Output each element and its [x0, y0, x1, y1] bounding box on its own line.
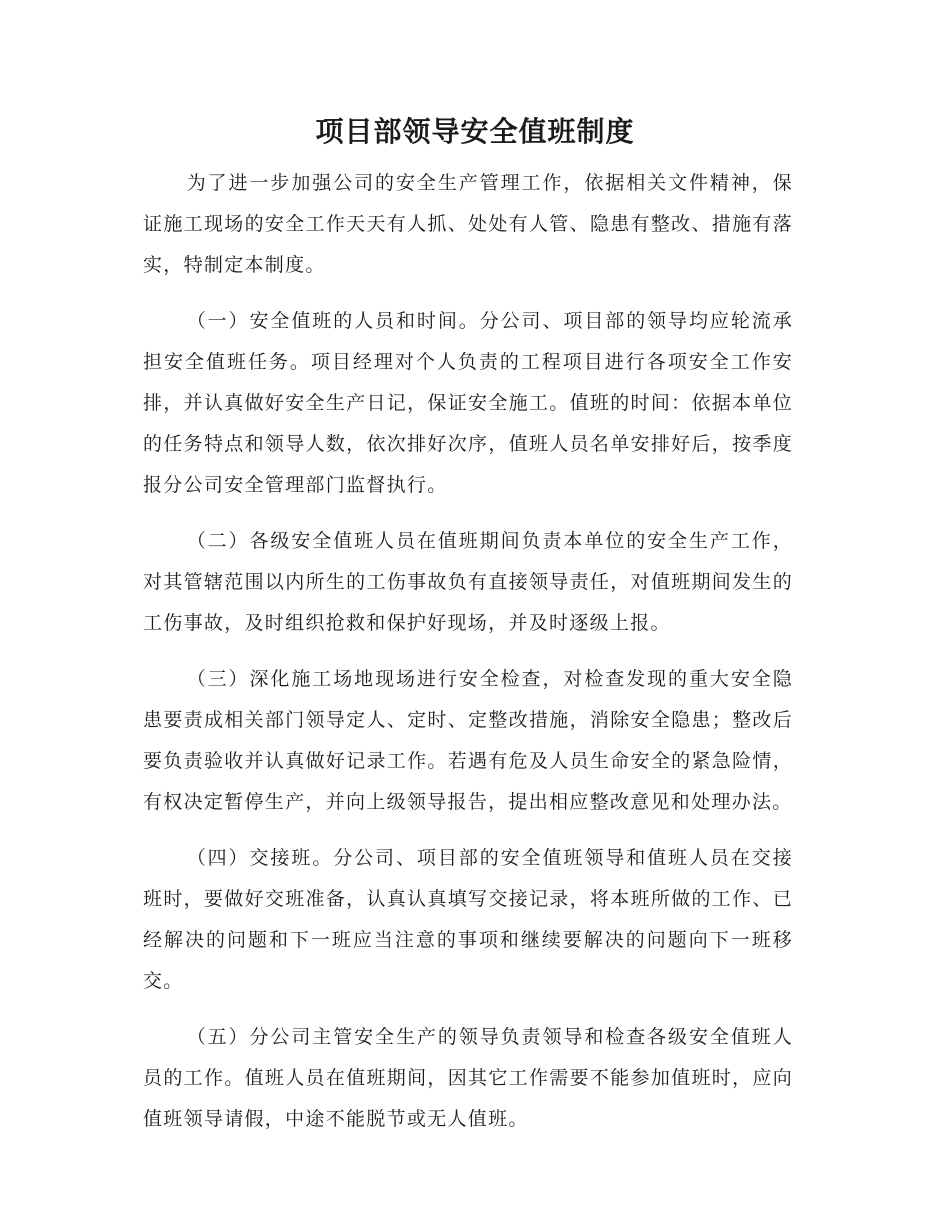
section-4-paragraph: （四）交接班。分公司、项目部的安全值班领导和值班人员在交接班时，要做好交班准备，认真认真填写交接记录，将本班所做的工作、已经解决的问题和下一班应当注意的事项和继续要解决的问题向下一班移交。: [143, 847, 793, 992]
section-2-paragraph: （二）各级安全值班人员在值班期间负责本单位的安全生产工作，对其管辖范围以内所生的工伤事故负有直接领导责任，对值班期间发生的工伤事故，及时组织抢救和保护好现场，并及时逐级上报。: [143, 530, 793, 634]
section-3-paragraph: （三）深化施工场地现场进行安全检查，对检查发现的重大安全隐患要责成相关部门领导定人、定时、定整改措施，消除安全隐患；整改后要负责验收并认真做好记录工作。若遇有危及人员生命安全的紧急险情，有权决定暂停生产，并向上级领导报告，提出相应整改意见和处理办法。: [143, 668, 793, 813]
document-title: 项目部领导安全值班制度: [315, 115, 635, 148]
intro-paragraph: 为了进一步加强公司的安全生产管理工作，依据相关文件精神，保证施工现场的安全工作天天有人抓、处处有人管、隐患有整改、措施有落实，特制定本制度。: [143, 172, 793, 276]
section-1-paragraph: （一）安全值班的人员和时间。分公司、项目部的领导均应轮流承担安全值班任务。项目经理对个人负责的工程项目进行各项安全工作安排，并认真做好安全生产日记，保证安全施工。值班的时间：依据本单位的任务特点和领导人数，依次排好次序，值班人员名单安排好后，按季度报分公司安全管理部门监督执行。: [143, 310, 793, 496]
document-body: [143, 163, 793, 1155]
section-5-paragraph: （五）分公司主管安全生产的领导负责领导和检查各级安全值班人员的工作。值班人员在值班期间，因其它工作需要不能参加值班时，应向值班领导请假，中途不能脱节或无人值班。: [143, 1026, 793, 1130]
